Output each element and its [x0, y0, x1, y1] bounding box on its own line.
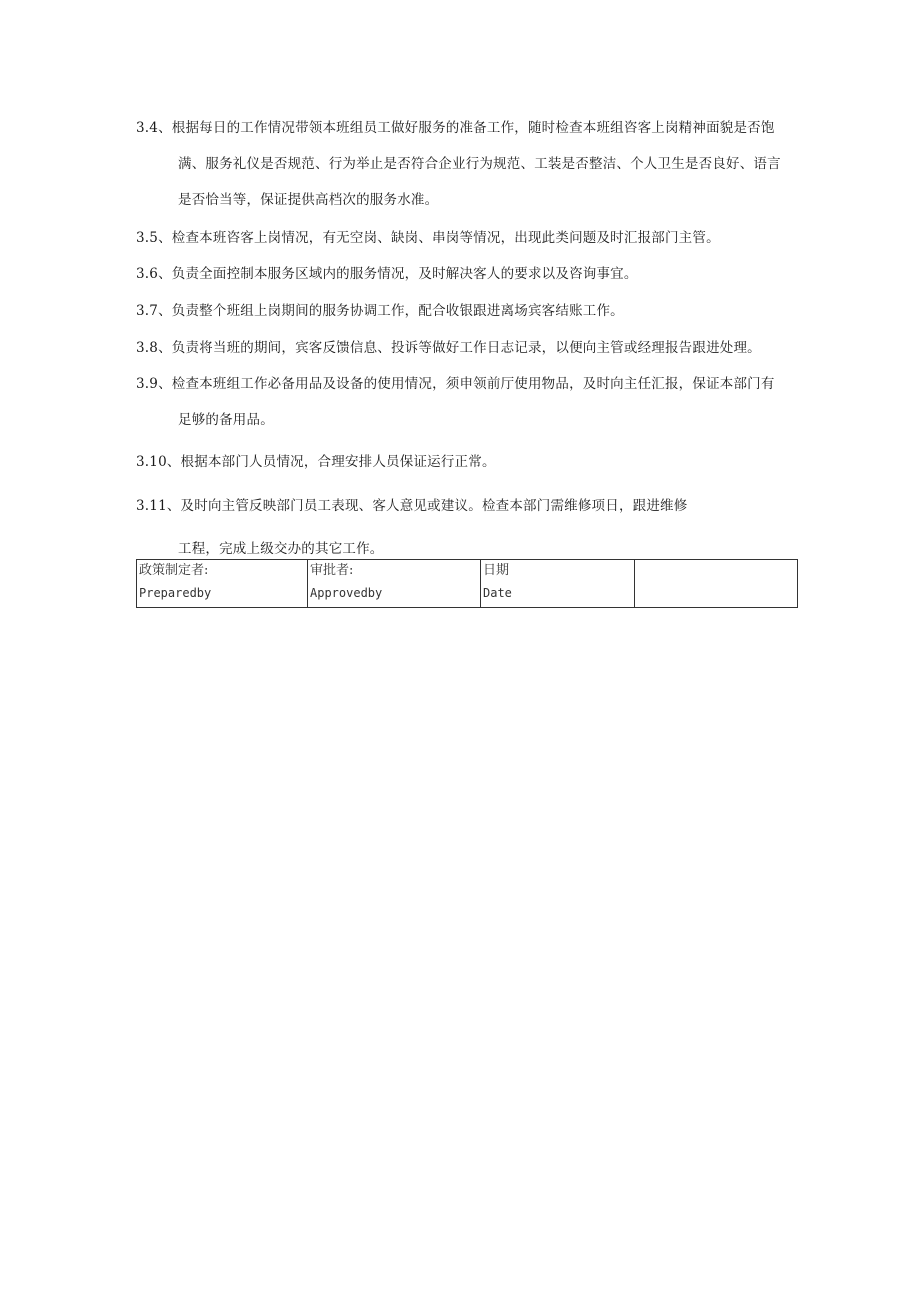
- paragraph-3-6: 3.6、负责全面控制本服务区域内的服务情况，及时解决客人的要求以及咨询事宜。: [136, 266, 638, 282]
- prepared-by-label-en: Preparedby: [139, 586, 212, 600]
- blank-cell: [635, 560, 798, 608]
- paragraph-3-7: 3.7、负责整个班组上岗期间的服务协调工作，配合收银跟进离场宾客结账工作。: [136, 303, 624, 319]
- approved-by-cell: [308, 560, 481, 608]
- paragraph-3-11-line-1: 3.11、及时向主管反映部门员工表现、客人意见或建议。检查本部门需维修项日，跟进维修: [136, 498, 688, 514]
- paragraph-3-4-line-3: 是否恰当等，保证提供高档次的服务水准。: [178, 192, 439, 208]
- prepared-by-cell: [137, 560, 308, 608]
- signature-table: [136, 559, 798, 608]
- paragraph-3-10: 3.10、根据本部门人员情况，合理安排人员保证运行正常。: [136, 454, 496, 470]
- date-label-en: Date: [483, 586, 512, 600]
- paragraph-3-9-line-1: 3.9、检查本班组工作必备用品及设备的使用情况，须申领前厅使用物品，及时向主任汇报，保证本部门有: [136, 376, 775, 392]
- paragraph-3-11-line-2: 工程，完成上级交办的其它工作。: [178, 541, 384, 557]
- paragraph-3-5: 3.5、检查本班咨客上岗情况，有无空岗、缺岗、串岗等情况，出现此类问题及时汇报部门主管。: [136, 230, 720, 246]
- approved-by-label-en: Approvedby: [310, 586, 383, 600]
- paragraph-3-4-line-2: 满、服务礼仪是否规范、行为举止是否符合企业行为规范、工装是否整洁、个人卫生是否良好、语言: [178, 156, 781, 172]
- approved-by-label-cn: 审批者:: [310, 563, 354, 578]
- date-label-cn: 日期: [483, 563, 510, 578]
- prepared-by-label-cn: 政策制定者:: [139, 563, 209, 578]
- paragraph-3-9-line-2: 足够的备用品。: [178, 412, 274, 428]
- date-cell: [481, 560, 635, 608]
- paragraph-3-4-line-1: 3.4、根据每日的工作情况带领本班组员工做好服务的准备工作，随时检查本班组咨客上岗精神面貌是否饱: [136, 120, 775, 136]
- table-row: [137, 560, 798, 608]
- paragraph-3-8: 3.8、负责将当班的期间，宾客反馈信息、投诉等做好工作日志记录，以便向主管或经理报告跟进处理。: [136, 340, 761, 356]
